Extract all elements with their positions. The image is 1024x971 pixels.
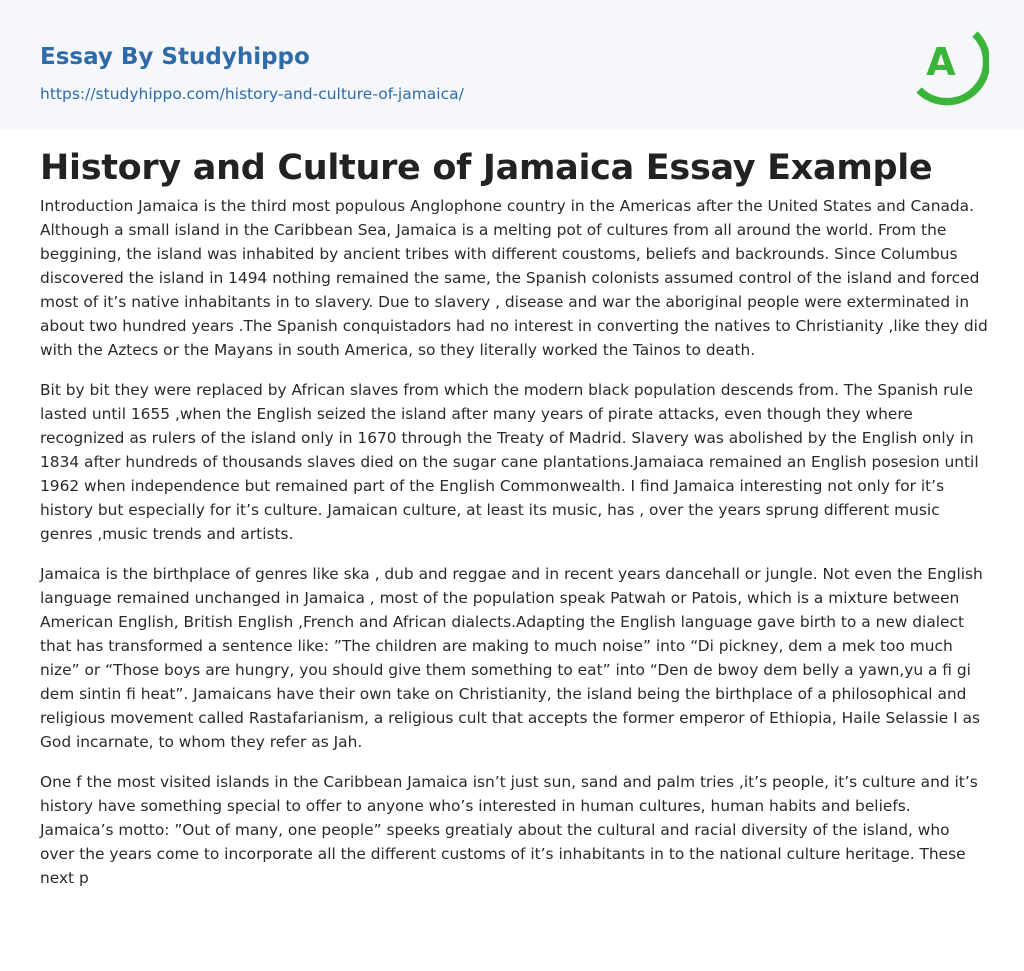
page-title: History and Culture of Jamaica Essay Example — [40, 148, 933, 188]
essay-paragraph-3: Jamaica is the birthplace of genres like ska , dub and reggae and in recent years dancehall or jungle. Not even the English language remained unchanged in Jamaica , most of the population speak Patwah or Patois, which is a mixture between American English, British English ,French and African dialects.Adapting the English language gave birth to a new dialect that has transformed a sentence like: ”The children are making to much noise” into “Di pickney, dem a mek too much nize” or “Those boys are hungry, you should give them something to eat” into “Den de bwoy dem belly a yawn,yu a fi gi dem sintin fi heat”. Jamaicans have their own take on Christianity, the island being the birthplace of a philosophical and religious movement called Rastafarianism, a religious cult that accepts the former emperor of Ethiopia, Haile Selassie I as God incarnate, to whom they refer as Jah. — [40, 565, 983, 751]
essay-paragraph-4: One f the most visited islands in the Caribbean Jamaica isn’t just sun, sand and palm tries ,it’s people, it’s culture and it’s history have something special to offer to anyone who’s interested in human cultures, human habits and beliefs. Jamaica’s motto: ”Out of many, one people” speeks greatialy about the cultural and racial diversity of the island, who over the years come to incorporate all the different customs of it’s inhabitants in to the national culture heritage. These next p — [40, 773, 978, 887]
essay-paragraph-2: Bit by bit they were replaced by African slaves from which the modern black population descends from. The Spanish rule lasted until 1655 ,when the English seized the island after many years of pirate attacks, even though they where recognized as rulers of the island only in 1670 through the Treaty of Madrid. Slavery was abolished by the English only in 1834 after hundreds of thousands slaves died on the sugar cane plantations.Jamaiaca remained an English posesion until 1962 when independence but remained part of the English Commonwealth. I find Jamaica interesting not only for it’s history but especially for it’s culture. Jamaican culture, at least its music, has , over the years sprung different music genres ,music trends and artists. — [40, 381, 979, 543]
logo-letter: A — [926, 40, 956, 84]
essay-paragraph-1: Introduction Jamaica is the third most populous Anglophone country in the Americas after the United States and Canada. Although a small island in the Caribbean Sea, Jamaica is a melting pot of cultures from all around the world. From the beggining, the island was inhabited by ancient tribes with different coustoms, beliefs and backrounds. Since Columbus discovered the island in 1494 nothing remained the same, the Spanish colonists assumed control of the island and forced most of it’s native inhabitants in to slavery. Due to slavery , disease and war the aboriginal people were exterminated in about two hundred years .The Spanish conquistadors had no interest in converting the natives to Christianity ,like they did with the Aztecs or the Mayans in south America, so they literally worked the Tainos to death. — [40, 197, 988, 359]
brand-name[interactable]: Essay By Studyhippo — [40, 44, 310, 70]
letter-a-ring-logo-icon[interactable] — [909, 18, 989, 106]
essay-body — [40, 194, 988, 906]
source-url-link[interactable]: https://studyhippo.com/history-and-culture-of-jamaica/ — [40, 85, 464, 103]
page-header — [0, 0, 1024, 129]
